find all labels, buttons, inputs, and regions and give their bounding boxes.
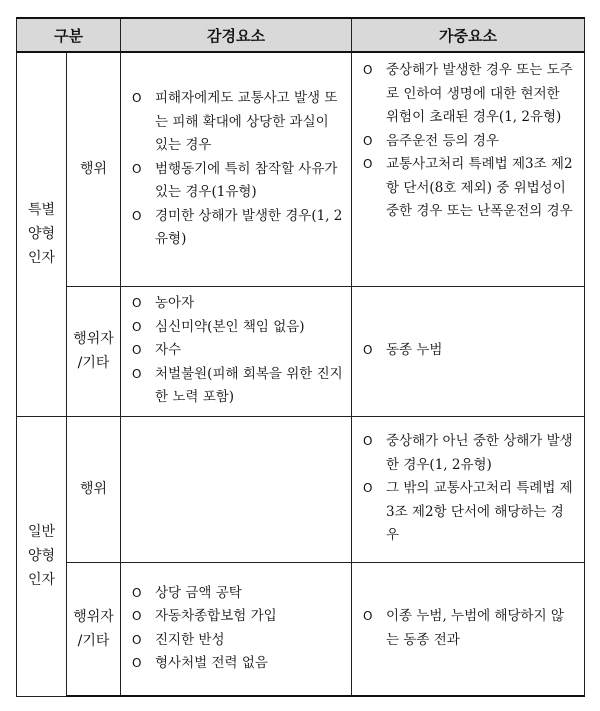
circle-bullet-icon: O [363,343,373,358]
list-item [131,363,343,410]
special-actor-row [17,286,585,416]
special-actor-label: 행위자 /기타 [67,286,121,416]
circle-bullet-icon: O [363,481,373,496]
header-aggravating: 가중요소 [352,18,585,52]
special-act-aggravating-list [352,59,584,224]
list-item-text: 심신미약(본인 책임 없음) [155,318,305,335]
circle-bullet-icon: O [132,343,142,358]
circle-bullet-icon: O [363,133,373,148]
list-item-text: 중상해가 발생한 경우 또는 도주로 인하여 생명에 대한 현저한 위험이 초래된 경우(1, 2유형) [386,62,573,125]
list-item-text: 농아자 [155,295,195,312]
special-act-mitigating [121,52,352,286]
sentencing-factors-table [16,17,585,697]
special-act-row [17,52,585,286]
list-item [131,629,343,653]
circle-bullet-icon: O [132,161,142,176]
list-item-text: 경미한 상해가 발생한 경우(1, 2유형) [155,207,343,247]
special-actor-aggravating [352,286,585,416]
general-actor-label: 행위자 /기타 [67,562,121,696]
circle-bullet-icon: O [363,157,373,171]
header-row [17,18,585,52]
general-act-row [17,416,585,562]
list-item [362,59,576,130]
list-item [131,316,343,340]
circle-bullet-icon: O [363,63,373,77]
general-act-aggravating [352,416,585,562]
list-item-text: 동종 누범 [386,342,443,359]
special-act-mitigating-list [121,87,351,252]
general-actor-row [17,562,585,696]
circle-bullet-icon: O [132,585,142,600]
list-item-text: 중상해가 아닌 중한 상해가 발생한 경우(1, 2유형) [386,433,573,473]
circle-bullet-icon: O [132,609,142,624]
list-item [362,430,576,477]
circle-bullet-icon: O [363,609,373,624]
list-item [362,130,576,154]
list-item-text: 피해자에게도 교통사고 발생 또는 피해 확대에 상당한 과실이 있는 경우 [155,90,338,153]
list-item-text: 자동차종합보험 가입 [155,608,277,625]
list-item-text: 상당 금액 공탁 [155,584,242,601]
special-actor-aggravating-list [352,339,584,363]
list-item [131,158,343,205]
list-item-text: 진지한 반성 [155,631,225,648]
general-act-mitigating [121,416,352,562]
general-act-aggravating-list [352,430,584,548]
list-item [362,477,576,548]
list-item-text: 범행동기에 특히 참작할 사유가 있는 경우(1유형) [155,160,338,200]
list-item [362,605,576,652]
special-actor-mitigating-list [121,292,351,410]
circle-bullet-icon: O [132,366,142,381]
circle-bullet-icon: O [363,434,373,449]
list-item [131,605,343,629]
header-mitigating: 감경요소 [121,18,352,52]
circle-bullet-icon: O [132,632,142,647]
list-item-text: 형사처벌 전력 없음 [155,655,268,672]
list-item-text: 교통사고처리 특례법 제3조 제2항 단서(8호 제외) 중 위법성이 중한 경우 또는 난폭운전의 경우 [386,156,573,219]
list-item-text: 그 밖의 교통사고처리 특례법 제3조 제2항 단서에 해당하는 경우 [386,480,573,544]
list-item [131,339,343,363]
special-factor-label: 특별 양형 인자 [17,52,67,416]
general-act-label: 행위 [67,416,121,562]
circle-bullet-icon: O [132,319,142,334]
special-actor-mitigating [121,286,352,416]
general-actor-aggravating [352,562,585,696]
general-actor-mitigating-list [121,582,351,676]
general-factor-label: 일반 양형 인자 [17,416,67,696]
list-item [131,292,343,316]
circle-bullet-icon: O [132,208,142,223]
general-actor-aggravating-list [352,605,584,652]
list-item [131,582,343,606]
list-item [131,652,343,676]
circle-bullet-icon: O [132,656,142,671]
special-act-label: 행위 [67,52,121,286]
header-category: 구분 [17,18,121,52]
list-item-text: 처벌불원(피해 회복을 위한 진지한 노력 포함) [155,365,343,406]
list-item-text: 자수 [155,342,182,359]
circle-bullet-icon: O [132,296,142,311]
list-item-text: 음주운전 등의 경우 [386,132,499,149]
list-item [362,153,576,224]
list-item [131,87,343,158]
circle-bullet-icon: O [132,91,142,105]
list-item-text: 이종 누범, 누범에 해당하지 않는 동종 전과 [386,608,564,648]
list-item [362,339,576,363]
special-act-aggravating [352,52,585,286]
general-actor-mitigating [121,562,352,696]
list-item [131,205,343,252]
sentencing-factors-table-container [16,17,584,697]
